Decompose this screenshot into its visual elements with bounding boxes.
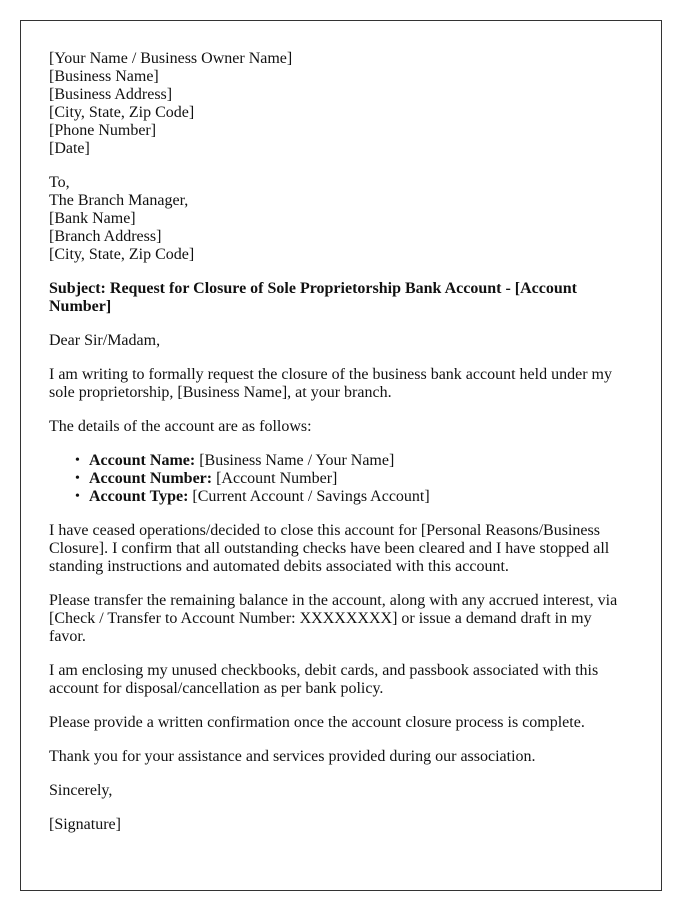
bullet-icon: •: [75, 489, 80, 504]
bullet-icon: •: [75, 471, 80, 486]
letter-date: [Date]: [49, 140, 90, 157]
sender-city-state-zip: [City, State, Zip Code]: [49, 104, 195, 121]
enclosures-paragraph: I am enclosing my unused checkbooks, debit cards, and passbook associated with this account for disposal/cancellation as per bank policy.: [49, 662, 599, 697]
sender-business-name: [Business Name]: [49, 68, 159, 85]
transfer-paragraph: Please transfer the remaining balance in the account, along with any accrued interest, via [Check / Transfer to Account Number: XXXXXXXX] or issue a demand draft in my favor.: [49, 592, 618, 645]
list-item-account-number: [75, 470, 632, 488]
account-type-label: Account Type:: [89, 488, 189, 505]
list-item-account-type: [75, 488, 632, 506]
account-name-value: [Business Name / Your Name]: [195, 452, 395, 469]
account-details-list: [49, 452, 632, 506]
account-number-label: Account Number:: [89, 470, 213, 487]
thanks-paragraph: Thank you for your assistance and services provided during our association.: [49, 748, 536, 765]
sender-phone: [Phone Number]: [49, 122, 157, 139]
sender-business-address: [Business Address]: [49, 86, 173, 103]
closing: Sincerely,: [49, 782, 113, 799]
recipient-branch-address: [Branch Address]: [49, 228, 162, 245]
recipient-city-state-zip: [City, State, Zip Code]: [49, 246, 195, 263]
signature: [Signature]: [49, 816, 121, 833]
recipient-to: To,: [49, 174, 70, 191]
sender-name: [Your Name / Business Owner Name]: [49, 50, 293, 67]
account-type-value: [Current Account / Savings Account]: [188, 488, 430, 505]
letter-page: [20, 20, 662, 891]
bullet-icon: •: [75, 453, 80, 468]
account-name-label: Account Name:: [89, 452, 196, 469]
details-intro-paragraph: The details of the account are as follows:: [49, 418, 312, 435]
recipient-block: [49, 174, 632, 264]
salutation: Dear Sir/Madam,: [49, 332, 161, 349]
recipient-title: The Branch Manager,: [49, 192, 189, 209]
reason-paragraph: I have ceased operations/decided to close this account for [Personal Reasons/Business Closure]. I confirm that all outstanding checks have been cleared and I have stopped all standing instructions and automated debits associated with this account.: [49, 522, 610, 575]
list-item-account-name: [75, 452, 632, 470]
intro-paragraph: I am writing to formally request the closure of the business bank account held under my sole proprietorship, [Business Name], at your branch.: [49, 366, 612, 401]
subject-line: Subject: Request for Closure of Sole Proprietorship Bank Account - [Account Number]: [49, 280, 577, 315]
confirmation-paragraph: Please provide a written confirmation once the account closure process is complete.: [49, 714, 585, 731]
recipient-bank-name: [Bank Name]: [49, 210, 136, 227]
account-number-value: [Account Number]: [212, 470, 338, 487]
sender-block: [49, 50, 632, 158]
